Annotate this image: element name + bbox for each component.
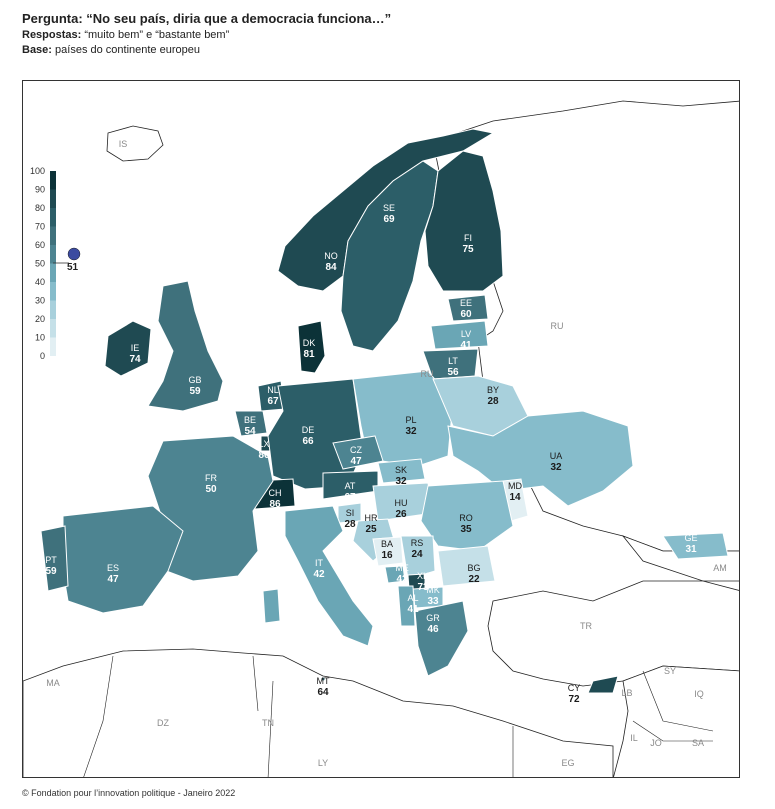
country-code: SK <box>394 465 408 475</box>
country-code: GB <box>188 375 202 385</box>
country-code: BY <box>486 385 500 395</box>
country-code: DE <box>301 425 315 435</box>
other-country-label-jo: JO <box>650 738 662 748</box>
country-code: BA <box>380 539 394 549</box>
legend <box>30 166 80 361</box>
country-label-pt <box>45 555 57 577</box>
country-label-lt <box>447 356 459 378</box>
country-code: FI <box>464 233 472 243</box>
legend-color-segment <box>50 282 56 301</box>
country-code: GE <box>684 533 698 543</box>
other-country-label-sy: SY <box>663 666 677 676</box>
legend-tick-label: 20 <box>34 314 45 324</box>
country-value: 32 <box>395 476 407 487</box>
country-value: 56 <box>447 367 459 378</box>
country-label-ba <box>381 539 393 561</box>
country-code: MK <box>426 585 440 595</box>
country-label-se <box>383 203 395 225</box>
legend-tick-label: 90 <box>34 184 45 195</box>
base-line <box>22 43 391 58</box>
legend-color-bar <box>50 171 56 356</box>
country-value: 80 <box>258 450 270 461</box>
other-country-label-dz: DZ <box>157 718 169 728</box>
answers-text: “muito bem” e “bastante bem” <box>84 29 230 41</box>
country-code: RO <box>459 513 473 523</box>
other-country-label-lb: LB <box>621 688 633 698</box>
country-value: 31 <box>685 544 697 555</box>
legend-color-segment <box>50 301 56 320</box>
country-value: 25 <box>365 524 377 535</box>
country-label-de <box>302 425 315 447</box>
shape-greece <box>415 601 468 676</box>
legend-color-segment <box>50 338 56 357</box>
country-code: RS <box>410 538 424 548</box>
land-middle-east <box>613 666 740 778</box>
country-label-hr <box>365 513 378 535</box>
legend-color-segment <box>50 227 56 246</box>
other-country-label-tn: TN <box>262 718 274 728</box>
country-label-mt <box>317 676 330 698</box>
country-value: 67 <box>267 396 279 407</box>
country-code: SE <box>382 203 396 213</box>
country-value: 41 <box>460 340 472 351</box>
country-label-fr <box>205 473 217 495</box>
legend-ticks <box>30 166 45 361</box>
legend-color-segment <box>50 319 56 338</box>
country-value: 74 <box>129 354 141 365</box>
country-code: HU <box>394 498 408 508</box>
country-label-me <box>395 563 409 585</box>
question-label: Pergunta: <box>22 11 83 26</box>
country-code: UA <box>549 451 563 461</box>
country-code: MT <box>316 676 330 686</box>
other-country-label-ma: MA <box>46 678 60 688</box>
other-country-label-ru: RU <box>550 321 564 331</box>
country-label-hu <box>395 498 408 520</box>
eu-flag-icon <box>68 248 80 260</box>
country-value: 28 <box>487 396 499 407</box>
country-value: 86 <box>269 499 281 510</box>
land-iceland <box>107 126 163 161</box>
country-code: BE <box>243 415 257 425</box>
country-label-gr <box>426 613 440 635</box>
country-label-al <box>407 593 419 615</box>
country-label-cz <box>350 445 362 467</box>
country-code: IE <box>130 343 140 353</box>
other-country-label-il: IL <box>630 733 638 743</box>
country-label-ee <box>460 298 472 320</box>
country-code: DK <box>302 338 316 348</box>
legend-color-segment <box>50 171 56 190</box>
country-code: AL <box>407 593 419 603</box>
country-label-mk <box>426 585 440 607</box>
country-label-bg <box>467 563 480 585</box>
country-label-pl <box>405 415 417 437</box>
legend-tick-label: 80 <box>34 203 45 213</box>
legend-color-segment <box>50 190 56 209</box>
other-country-label-ly: LY <box>317 758 329 768</box>
country-label-ie <box>129 343 141 365</box>
country-code: CY <box>567 683 581 693</box>
country-label-rs <box>411 538 424 560</box>
country-label-sk <box>395 465 407 487</box>
country-label-no <box>324 251 338 273</box>
legend-tick-label: 40 <box>34 277 45 287</box>
country-code: ES <box>106 563 120 573</box>
country-value: 24 <box>411 549 423 560</box>
country-code: FR <box>205 473 217 483</box>
legend-tick-label: 50 <box>34 258 45 269</box>
country-label-nl <box>267 385 279 407</box>
question-text: “No seu país, diria que a democracia funciona…” <box>86 11 392 26</box>
country-value: 33 <box>427 596 439 607</box>
other-country-label-is: IS <box>118 139 128 149</box>
country-value: 54 <box>244 426 256 437</box>
country-label-cy <box>568 683 581 705</box>
country-label-ua <box>550 451 563 473</box>
legend-color-segment <box>50 245 56 264</box>
legend-color-segment <box>50 208 56 227</box>
country-value: 69 <box>383 214 395 225</box>
country-code: EE <box>459 298 473 308</box>
legend-tick-label: 10 <box>34 332 45 343</box>
country-value: 59 <box>189 386 201 397</box>
other-country-label-eg: EG <box>561 758 575 768</box>
legend-tick-label: 30 <box>34 295 45 306</box>
country-code: SI <box>345 508 355 518</box>
country-code: LV <box>460 329 472 339</box>
country-value: 72 <box>568 694 580 705</box>
country-code: PT <box>45 555 57 565</box>
country-value: 42 <box>396 574 408 585</box>
other-country-label-am: AM <box>713 563 727 573</box>
shape-spain <box>63 506 183 613</box>
country-label-dk <box>303 338 316 360</box>
country-value: 46 <box>427 624 439 635</box>
country-code: XK <box>416 571 430 581</box>
answers-line <box>22 28 391 43</box>
country-label-es <box>107 563 119 585</box>
country-label-at <box>344 481 356 503</box>
shape-uk <box>148 281 223 411</box>
country-value: 47 <box>107 574 119 585</box>
country-code: IT <box>315 558 323 568</box>
legend-tick-label: 60 <box>34 240 45 250</box>
country-value: 64 <box>317 687 329 698</box>
country-value: 41 <box>407 604 419 615</box>
country-value: 73 <box>417 582 429 593</box>
legend-tick-label: 0 <box>39 351 45 361</box>
shape-sardinia <box>263 589 280 623</box>
country-label-gb <box>188 375 201 397</box>
map-svg <box>23 81 740 778</box>
country-code: ME <box>395 563 409 573</box>
other-country-label-iq: IQ <box>694 689 704 699</box>
country-code: MD <box>508 481 522 491</box>
country-value: 42 <box>313 569 325 580</box>
europe-map <box>22 80 740 778</box>
country-value: 50 <box>205 484 217 495</box>
country-code: HR <box>364 513 378 523</box>
base-label: Base: <box>22 44 52 56</box>
country-value: 75 <box>462 244 474 255</box>
other-country-label-tr: TR <box>580 621 592 631</box>
country-value: 67 <box>344 492 356 503</box>
country-code: BG <box>467 563 481 573</box>
header <box>22 10 391 58</box>
shape-ireland <box>105 321 151 376</box>
footer-credit: © Fondation pour l’innovation politique - Janeiro 2022 <box>22 788 236 798</box>
legend-tick-label: 100 <box>29 166 45 176</box>
country-value: 59 <box>45 566 57 577</box>
country-code: LX <box>258 439 270 449</box>
country-code: PL <box>405 415 417 425</box>
country-label-ro <box>459 513 473 535</box>
country-value: 32 <box>550 462 562 473</box>
base-text: países do continente europeu <box>55 44 200 56</box>
country-label-si <box>344 508 356 530</box>
country-value: 84 <box>325 262 337 273</box>
country-code: CH <box>268 488 282 498</box>
country-value: 35 <box>460 524 472 535</box>
country-value: 26 <box>395 509 407 520</box>
country-value: 16 <box>381 550 393 561</box>
country-label-lv <box>460 329 472 351</box>
country-value: 14 <box>509 492 521 503</box>
country-code: LT <box>448 356 458 366</box>
country-label-lx <box>258 439 270 461</box>
country-code: GR <box>426 613 440 623</box>
country-code: NL <box>267 385 279 395</box>
legend-eu-value: 51 <box>67 262 79 273</box>
country-value: 60 <box>460 309 472 320</box>
other-country-label-ru: RU <box>420 369 434 379</box>
question-line <box>22 10 391 28</box>
country-value: 47 <box>350 456 362 467</box>
country-code: CZ <box>350 445 362 455</box>
country-value: 81 <box>303 349 315 360</box>
country-value: 32 <box>405 426 417 437</box>
country-code: NO <box>324 251 338 261</box>
other-country-label-sa: SA <box>691 738 705 748</box>
country-value: 22 <box>468 574 480 585</box>
country-code: AT <box>344 481 356 491</box>
country-label-by <box>487 385 499 407</box>
country-label-ge <box>684 533 697 555</box>
legend-tick-label: 70 <box>34 221 45 232</box>
country-label-ch <box>269 488 282 510</box>
country-label-be <box>244 415 256 437</box>
country-label-md <box>508 481 522 503</box>
answers-label: Respostas: <box>22 29 82 41</box>
country-value: 28 <box>344 519 356 530</box>
country-value: 66 <box>302 436 314 447</box>
legend-color-segment <box>50 264 56 283</box>
